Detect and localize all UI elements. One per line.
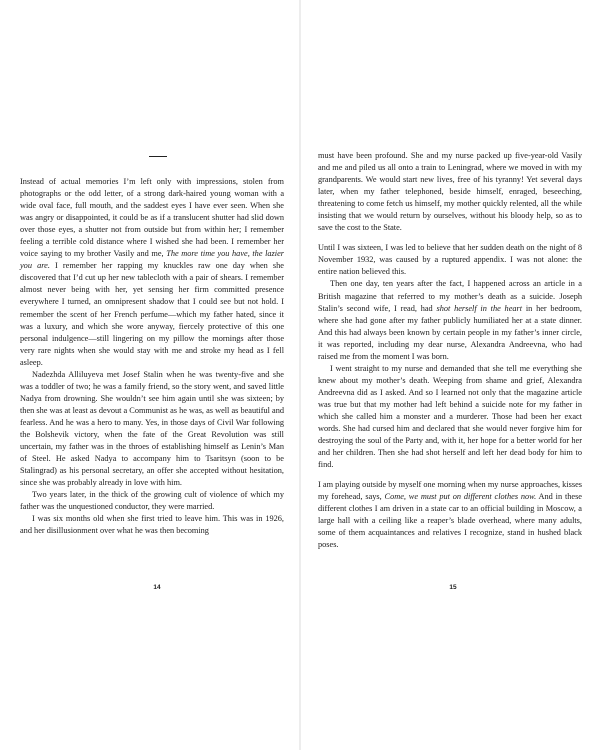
paragraph: [318, 150, 582, 234]
text-run: Until I was sixteen, I was led to believe that her sudden death on the night of 8 November 1932, was caused by a ruptured appendix. I was not alone: the entire nation believed this.: [318, 243, 582, 277]
paragraph: [318, 242, 582, 278]
page-number-left: 14: [153, 584, 161, 591]
text-run: Two years later, in the thick of the growing cult of violence of which my father was the unquestioned conductor, they were married.: [20, 490, 284, 512]
text-run: I remember her rapping my knuckles raw one day when she discovered that I’d cut up her new tablecloth with a pair of shears. I remember almost never being with her, yet sensing her firm committed presence everywhere I turned, an omnipresent shadow that I could see but not hold. I remember the scent of her French perfume—which my father hated, since it was a luxury, and which she wore anyway, fiercely protective of this one personal indulgence—still lingering on my pillow the mornings after those very rare nights when she would stay with me and stroke my head as I fell asleep.: [20, 261, 284, 367]
italic-text: shot herself in the heart: [436, 303, 523, 313]
text-run: Nadezhda Alliluyeva met Josef Stalin when he was twenty-five and she was a toddler of two; he was a family friend, so the story went, and saved little Nadya from drowning. She wouldn’t see him again until she was sixteen; by then she was at least as devout a Communist as he was, as well as beautiful and fearless. And he was a hero to many. Yes, in those days of Civil War following the Bolshevik victory, when the fate of the Great Revolution was still uncertain, my father was in the throes of establishing himself as Lenin’s Man of Steel. He asked Nadya to accompany him to Tsaritsyn (soon to be Stalingrad) as his personal secretary, an offer she accepted without hesitation, since she was probably already in love with him.: [20, 369, 284, 488]
right-page: [300, 0, 600, 750]
text-run: And in these different clothes I am driven in a state car to an official building in Moscow, a large hall with a ceiling like a reaper’s blade overhead, where many adults, some of them acquaintances and relatives I recognize, stand in hushed black poses.: [318, 492, 582, 550]
text-run: Then one day, ten years after the fact, I happened across an article in a British magazine that referred to my mother’s death as a suicide. Joseph Stalin’s second wife, I read, had: [318, 279, 582, 313]
text-run: I am playing outside by myself one morning when my nurse approaches, kisses my forehead, says,: [318, 480, 582, 502]
italic-text: The more time you have, the lazier you are.: [20, 249, 284, 271]
text-run: in her bedroom, where she had gone after my father publicly humiliated her at a state dinner. And this had always been known by certain people in my father’s inner circle, it was reported, including my dear nurse, Alexandra Andreevna, who had raised me from the moment I was born.: [318, 303, 583, 361]
paragraph: [20, 489, 284, 513]
paragraph: [318, 363, 582, 471]
left-page-text: [20, 176, 284, 537]
page-number-right: 15: [449, 584, 457, 591]
text-run: I went straight to my nurse and demanded that she tell me everything she knew about my mother’s death. Weeping from shame and grief, Alexandra Andreevna did as I asked. And so I learned not only that the magazine article was true but that my mother had left behind a suicide note for my father in which she called him a monster and a murderer. Those had been her exact words. She had cursed him and declared that she would never forgive him for destroying the soul of the Party and, with it, her hope for a better world for her and her children. Then she had shot herself and left her dead body for him to find.: [318, 363, 582, 470]
text-run: Instead of actual memories I’m left only with impressions, stolen from photographs or the odd letter, of a strong dark-haired young woman with a wide oval face, full mouth, and the saddest eyes I have ever seen. When she was angry or disappointed, it could be as if a translucent shutter had slid down over those eyes, a shutter not from outside but from within her; I remember feeling a terrible cold distance where I wished she had been. I remember her voice saying to my brother Vasily and me,: [20, 177, 284, 259]
paragraph: [20, 513, 284, 537]
italic-text: Come, we must put on different clothes now.: [384, 492, 537, 502]
paragraph: [20, 176, 284, 369]
paragraph: [318, 479, 582, 551]
text-run: must have been profound. She and my nurse packed up five-year-old Vasily and me and piled us all onto a train to Leningrad, where we moved in with my grandparents. We would start new lives, free of his tyranny! Yet several days later, when my father telephoned, beside himself, enraged, beseeching, threatening to come fetch us himself, my mother quickly relented, all the while insisting that we would return by ourselves, without his bloody help, so as to save the cost to the State.: [318, 151, 582, 233]
right-page-text: [318, 150, 582, 552]
paragraph: [20, 369, 284, 489]
text-run: I was six months old when she first tried to leave him. This was in 1926, and her disillusionment over what he was then becoming: [20, 514, 284, 536]
paragraph: [318, 278, 582, 362]
section-ornament: [149, 156, 167, 157]
